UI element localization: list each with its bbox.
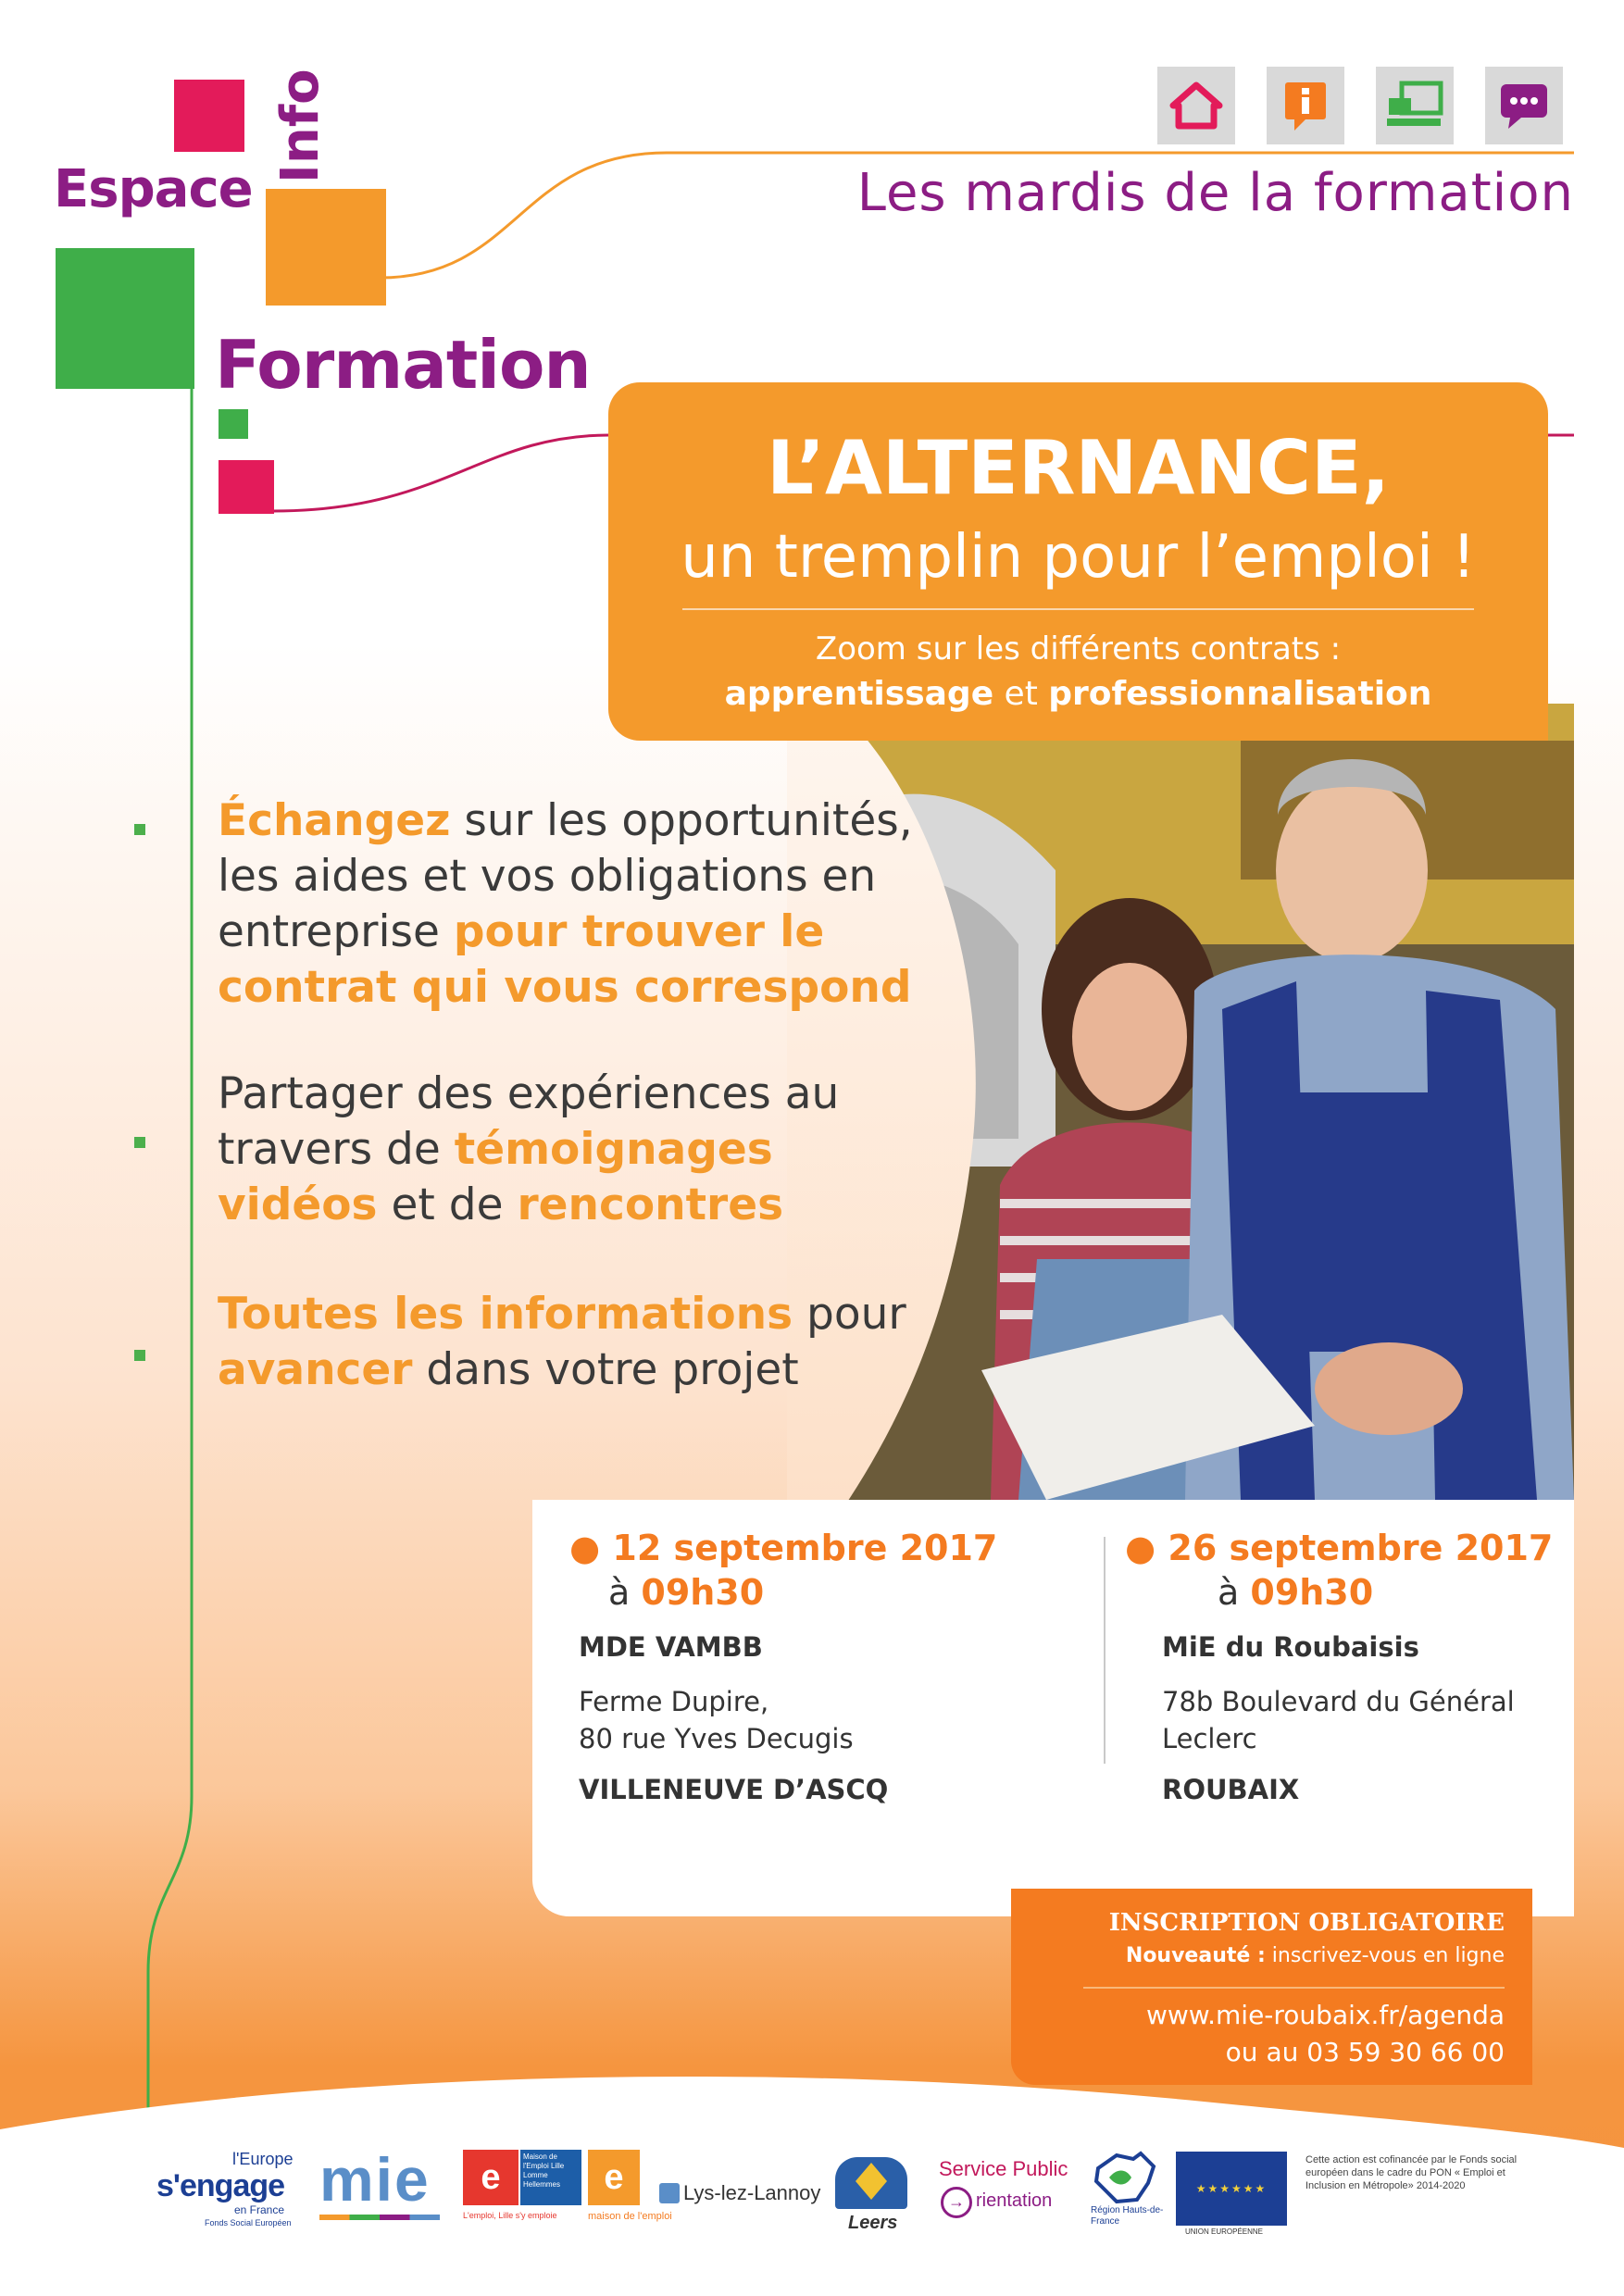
region-text: Région Hauts-de-France <box>1091 2205 1164 2227</box>
logo-green-square <box>56 248 194 389</box>
inscription-new-label: Nouveauté : <box>1125 1944 1266 1967</box>
contracts-text <box>608 675 1548 713</box>
logo-mie <box>319 2145 440 2229</box>
bullet-1-text: sur les opportunités, les aides et vos obligations en entreprise <box>218 795 913 957</box>
chat-button[interactable] <box>1485 67 1563 144</box>
event-1-place: MDE VAMBB <box>579 1631 763 1663</box>
inscription-url[interactable]: www.mie-roubaix.fr/agenda <box>1145 2000 1505 2030</box>
europe-line4: Fonds Social Européen <box>205 2218 292 2227</box>
logo-service-public-orientation <box>935 2157 1074 2231</box>
logo-union-europeenne <box>1176 2152 1289 2239</box>
event-2 <box>1125 1528 1553 1805</box>
contract-professionnalisation: professionnalisation <box>1048 675 1432 713</box>
bullet-2-highlight: témoignages vidéos <box>218 1124 773 1230</box>
event-1-city: VILLENEUVE D’ASCQ <box>579 1774 889 1805</box>
event-1-address <box>569 1683 997 1757</box>
computer-icon <box>1385 80 1444 131</box>
bullet-1-highlight-end: pour trouver le contrat qui vous correspond <box>218 906 912 1013</box>
page-subtitle: Les mardis de la formation <box>856 163 1574 223</box>
mde-name: maison de l'emploi <box>588 2211 672 2222</box>
event-1-time-text: 09h30 <box>641 1572 765 1613</box>
bullet-marker-3 <box>134 1350 145 1361</box>
mde-house-icon: e <box>588 2150 640 2205</box>
logo-orange-square <box>266 189 386 306</box>
eu-flag-icon: ★★★★★★ <box>1176 2152 1287 2226</box>
inscription-divider <box>1083 1987 1505 1989</box>
logo-info: Info <box>270 69 331 183</box>
inscription-title: INSCRIPTION OBLIGATOIRE <box>1108 1909 1505 1937</box>
home-button[interactable] <box>1157 67 1235 144</box>
europe-line3: en France <box>234 2203 285 2216</box>
bullet-marker-2 <box>134 1137 145 1148</box>
logo-pink-square <box>174 80 244 152</box>
lys-text: Lys-lez-Lannoy <box>683 2181 821 2204</box>
contract-apprentissage: apprentissage <box>724 675 994 713</box>
info-icon <box>1281 79 1330 132</box>
fse-note-text: Cette action est cofinancée par le Fonds social européen dans le cadre du PON « Emploi et Inclusion en Métropole» 2014-2020 <box>1305 2154 1518 2191</box>
europe-line1: l'Europe <box>232 2150 294 2168</box>
bullet-1-highlight: Échangez <box>218 795 451 846</box>
bullet-3-text-end: dans votre projet <box>412 1344 799 1395</box>
home-icon <box>1169 81 1223 130</box>
logo-mde-lille <box>463 2150 583 2233</box>
event-1-date: ● 12 septembre 2017 <box>569 1528 998 1568</box>
event-2-date: ● 26 septembre 2017 <box>1125 1528 1554 1568</box>
event-2-address-line1: 78b Boulevard du Général <box>1162 1686 1515 1717</box>
info-button[interactable] <box>1267 67 1344 144</box>
bullet-3-highlight: Toutes les informations <box>218 1289 793 1340</box>
logo-region <box>1089 2150 1181 2233</box>
bullet-2-text: Partager des expériences au travers de <box>218 1068 840 1175</box>
event-2-address-line2: Leclerc <box>1162 1723 1257 1754</box>
event-1-at: à <box>608 1572 642 1613</box>
computer-button[interactable] <box>1376 67 1454 144</box>
logo-lys-lez-lannoy <box>659 2177 826 2215</box>
event-2-city: ROUBAIX <box>1162 1774 1300 1805</box>
event-2-place: MiE du Roubaisis <box>1162 1631 1419 1663</box>
zoom-text: Zoom sur les différents contrats : <box>815 630 1342 668</box>
event-2-address <box>1125 1683 1553 1757</box>
bullet-text-3 <box>218 1287 940 1398</box>
green-curve-line <box>148 264 192 2157</box>
region-map-icon <box>1089 2150 1163 2205</box>
leers-text: Leers <box>848 2213 898 2233</box>
mde-lille-name-box <box>520 2150 581 2205</box>
mie-text: mie <box>319 2145 431 2214</box>
fse-cofinancing-note <box>1305 2153 1518 2237</box>
event-1-date-text: 12 septembre 2017 <box>612 1528 998 1568</box>
eu-text: UNION EUROPÉENNE <box>1185 2227 1264 2236</box>
spo-line2: rientation <box>976 2190 1053 2211</box>
logo-small-green-square <box>219 409 248 439</box>
event-1-time <box>569 1572 997 1613</box>
mde-lille-slogan: L'emploi, Lille s'y emploie <box>463 2211 557 2220</box>
logo-small-pink-square <box>219 460 274 514</box>
mde-lille-house-icon: e <box>463 2150 518 2205</box>
title-divider <box>682 608 1474 610</box>
title-box <box>608 382 1548 741</box>
event-2-date-text: 26 septembre 2017 <box>1168 1528 1554 1568</box>
bullet-2-highlight-end: rencontres <box>517 1179 784 1230</box>
mie-color-bar <box>319 2215 440 2220</box>
chat-icon <box>1497 81 1551 131</box>
bullet-text-1 <box>218 793 940 1016</box>
logo-formation: Formation <box>215 326 591 404</box>
bullet-2-text-mid: et de <box>377 1179 518 1230</box>
mde-lille-name: Maison de l'Emploi Lille Lomme Hellemmes <box>523 2152 565 2189</box>
logo-leers <box>835 2157 909 2237</box>
bullet-marker-1 <box>134 824 145 835</box>
bullet-text-2 <box>218 1067 940 1233</box>
lys-emblem-icon <box>659 2183 680 2203</box>
inscription-new <box>1126 1944 1505 1967</box>
event-1 <box>569 1528 997 1805</box>
contract-and: et <box>993 675 1049 713</box>
spo-o-icon: → <box>941 2187 972 2218</box>
main-title: L’ALTERNANCE, <box>766 425 1390 511</box>
main-subtitle: un tremplin pour l’emploi ! <box>681 523 1476 592</box>
inscription-new-text: inscrivez-vous en ligne <box>1265 1944 1505 1967</box>
europe-line2: s'engage <box>156 2168 285 2203</box>
logo-europe <box>153 2150 301 2229</box>
event-1-address-line1: Ferme Dupire, <box>579 1686 769 1717</box>
bullet-3-highlight-2: avancer <box>218 1344 413 1395</box>
event-2-time-text: 09h30 <box>1250 1572 1374 1613</box>
dates-divider <box>1104 1537 1106 1764</box>
spo-line1: Service Public <box>939 2157 1068 2180</box>
bullet-3-text: pour <box>793 1289 906 1340</box>
event-dates-card <box>532 1500 1574 1916</box>
inscription-phone: ou au 03 59 30 66 00 <box>1225 2037 1505 2067</box>
event-1-address-line2: 80 rue Yves Decugis <box>579 1723 854 1754</box>
event-2-at: à <box>1218 1572 1251 1613</box>
event-2-time <box>1125 1572 1553 1613</box>
inscription-box <box>1011 1889 1532 2085</box>
logo-espace: Espace <box>54 159 253 219</box>
